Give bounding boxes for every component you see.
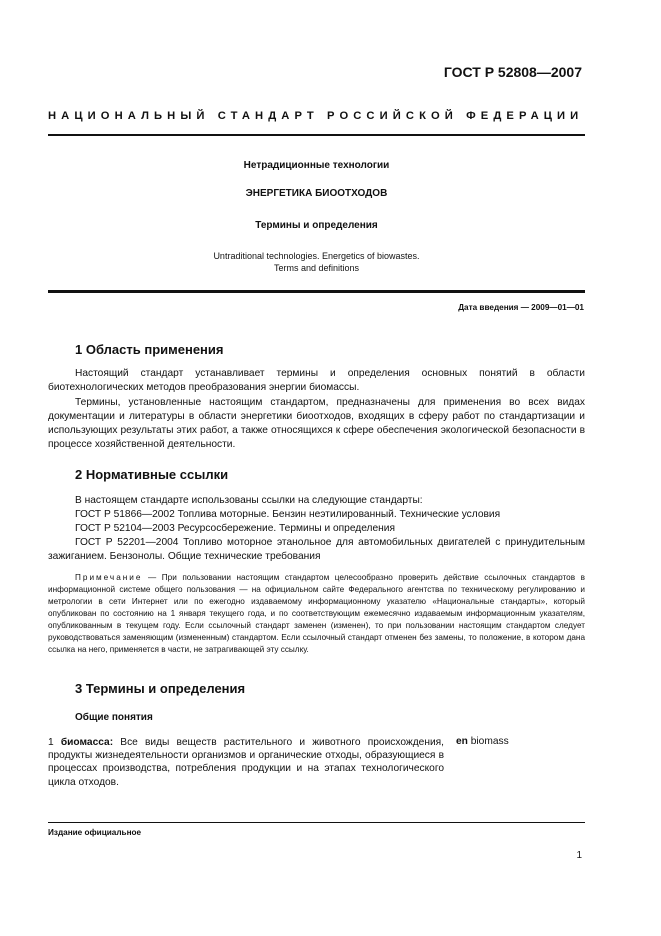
introduction-date: Дата введения — 2009—01—01 xyxy=(458,303,584,312)
section-1-heading: 1 Область применения xyxy=(75,342,224,357)
english-term: biomass xyxy=(470,736,509,747)
title-english-line-1: Untraditional technologies. Energetics of biowastes. xyxy=(213,251,420,261)
title-bottom-rule xyxy=(48,290,585,293)
section-3-heading: 3 Термины и определения xyxy=(75,681,246,696)
section-1-paragraph-1: Настоящий стандарт устанавливает термины и определения основных понятий в области биотехнологических методов преобразования энергии биомассы. xyxy=(48,368,585,393)
reference-item-1: ГОСТ Р 51866—2002 Топлива моторные. Бензин неэтилированный. Технические условия xyxy=(75,509,501,520)
standard-number: ГОСТ Р 52808—2007 xyxy=(443,64,582,80)
term-english-equivalent xyxy=(456,736,509,747)
term-number: 1 xyxy=(48,737,54,748)
language-code: en xyxy=(456,736,468,747)
footer-rule xyxy=(48,822,585,823)
reference-item-2: ГОСТ Р 52104—2003 Ресурсосбережение. Термины и определения xyxy=(75,523,396,534)
term-entry-1 xyxy=(48,736,444,789)
top-rule xyxy=(48,134,585,136)
official-edition-label: Издание официальное xyxy=(48,828,142,837)
term-name: биомасса: xyxy=(60,737,114,748)
note-text: — При пользовании настоящим стандартом целесообразно проверить действие ссылочных стандартов в информационной системе общего пользования — на официальном сайте Федерального агентства по техническому регулированию и метрологии в сети Интернет или по ежегодно издаваемому информационному указателю «Национальные стандарты», который опубликован по состоянию на 1 января текущего года, и по соответствующим ежемесячно издаваемым информационным указателям, опубликованным в текущем году. Если ссылочный стандарт заменен (изменен), то при пользовании настоящим стандартом следует руководствоваться заменяющим (измененным) стандартом. Если ссылочный стандарт отменен без замены, то положение, в котором дана ссылка на него, применяется в части, не затрагивающей эту ссылку. xyxy=(48,573,585,654)
reference-item-3: ГОСТ Р 52201—2004 Топливо моторное этанольное для автомобильных двигателей с принудительным зажиганием. Бензонолы. Общие технические требования xyxy=(48,537,585,562)
title-line-2: ЭНЕРГЕТИКА БИООТХОДОВ xyxy=(245,188,388,199)
title-line-1: Нетрадиционные технологии xyxy=(243,160,390,171)
note-label: Примечание xyxy=(75,573,143,582)
title-line-3: Термины и определения xyxy=(255,220,378,231)
title-english-line-2: Terms and definitions xyxy=(273,263,360,273)
term-definition: Все виды веществ растительного и животного происхождения, продукты жизнедеятельности организмов и органические отходы, образующиеся в процессах производства, потребления продукции и на этапах технологического цикла отходов. xyxy=(48,737,444,788)
references-lead: В настоящем стандарте использованы ссылки на следующие стандарты: xyxy=(75,495,423,506)
section-2-heading: 2 Нормативные ссылки xyxy=(75,467,229,482)
section-1-paragraph-2: Термины, установленные настоящим стандартом, предназначены для применения во всех видах документации и литературы в области энергетики биоотходов, входящих в сферу работ по стандартизации и использующих результаты этих работ, а также относящихся к сфере обеспечения экологической безопасности в процессе хозяйственной деятельности. xyxy=(48,397,585,450)
section-3-subheading: Общие понятия xyxy=(75,712,153,723)
page-number: 1 xyxy=(576,850,582,861)
standard-banner: НАЦИОНАЛЬНЫЙ СТАНДАРТ РОССИЙСКОЙ ФЕДЕРАЦИИ xyxy=(48,110,584,122)
references-note xyxy=(48,572,585,656)
